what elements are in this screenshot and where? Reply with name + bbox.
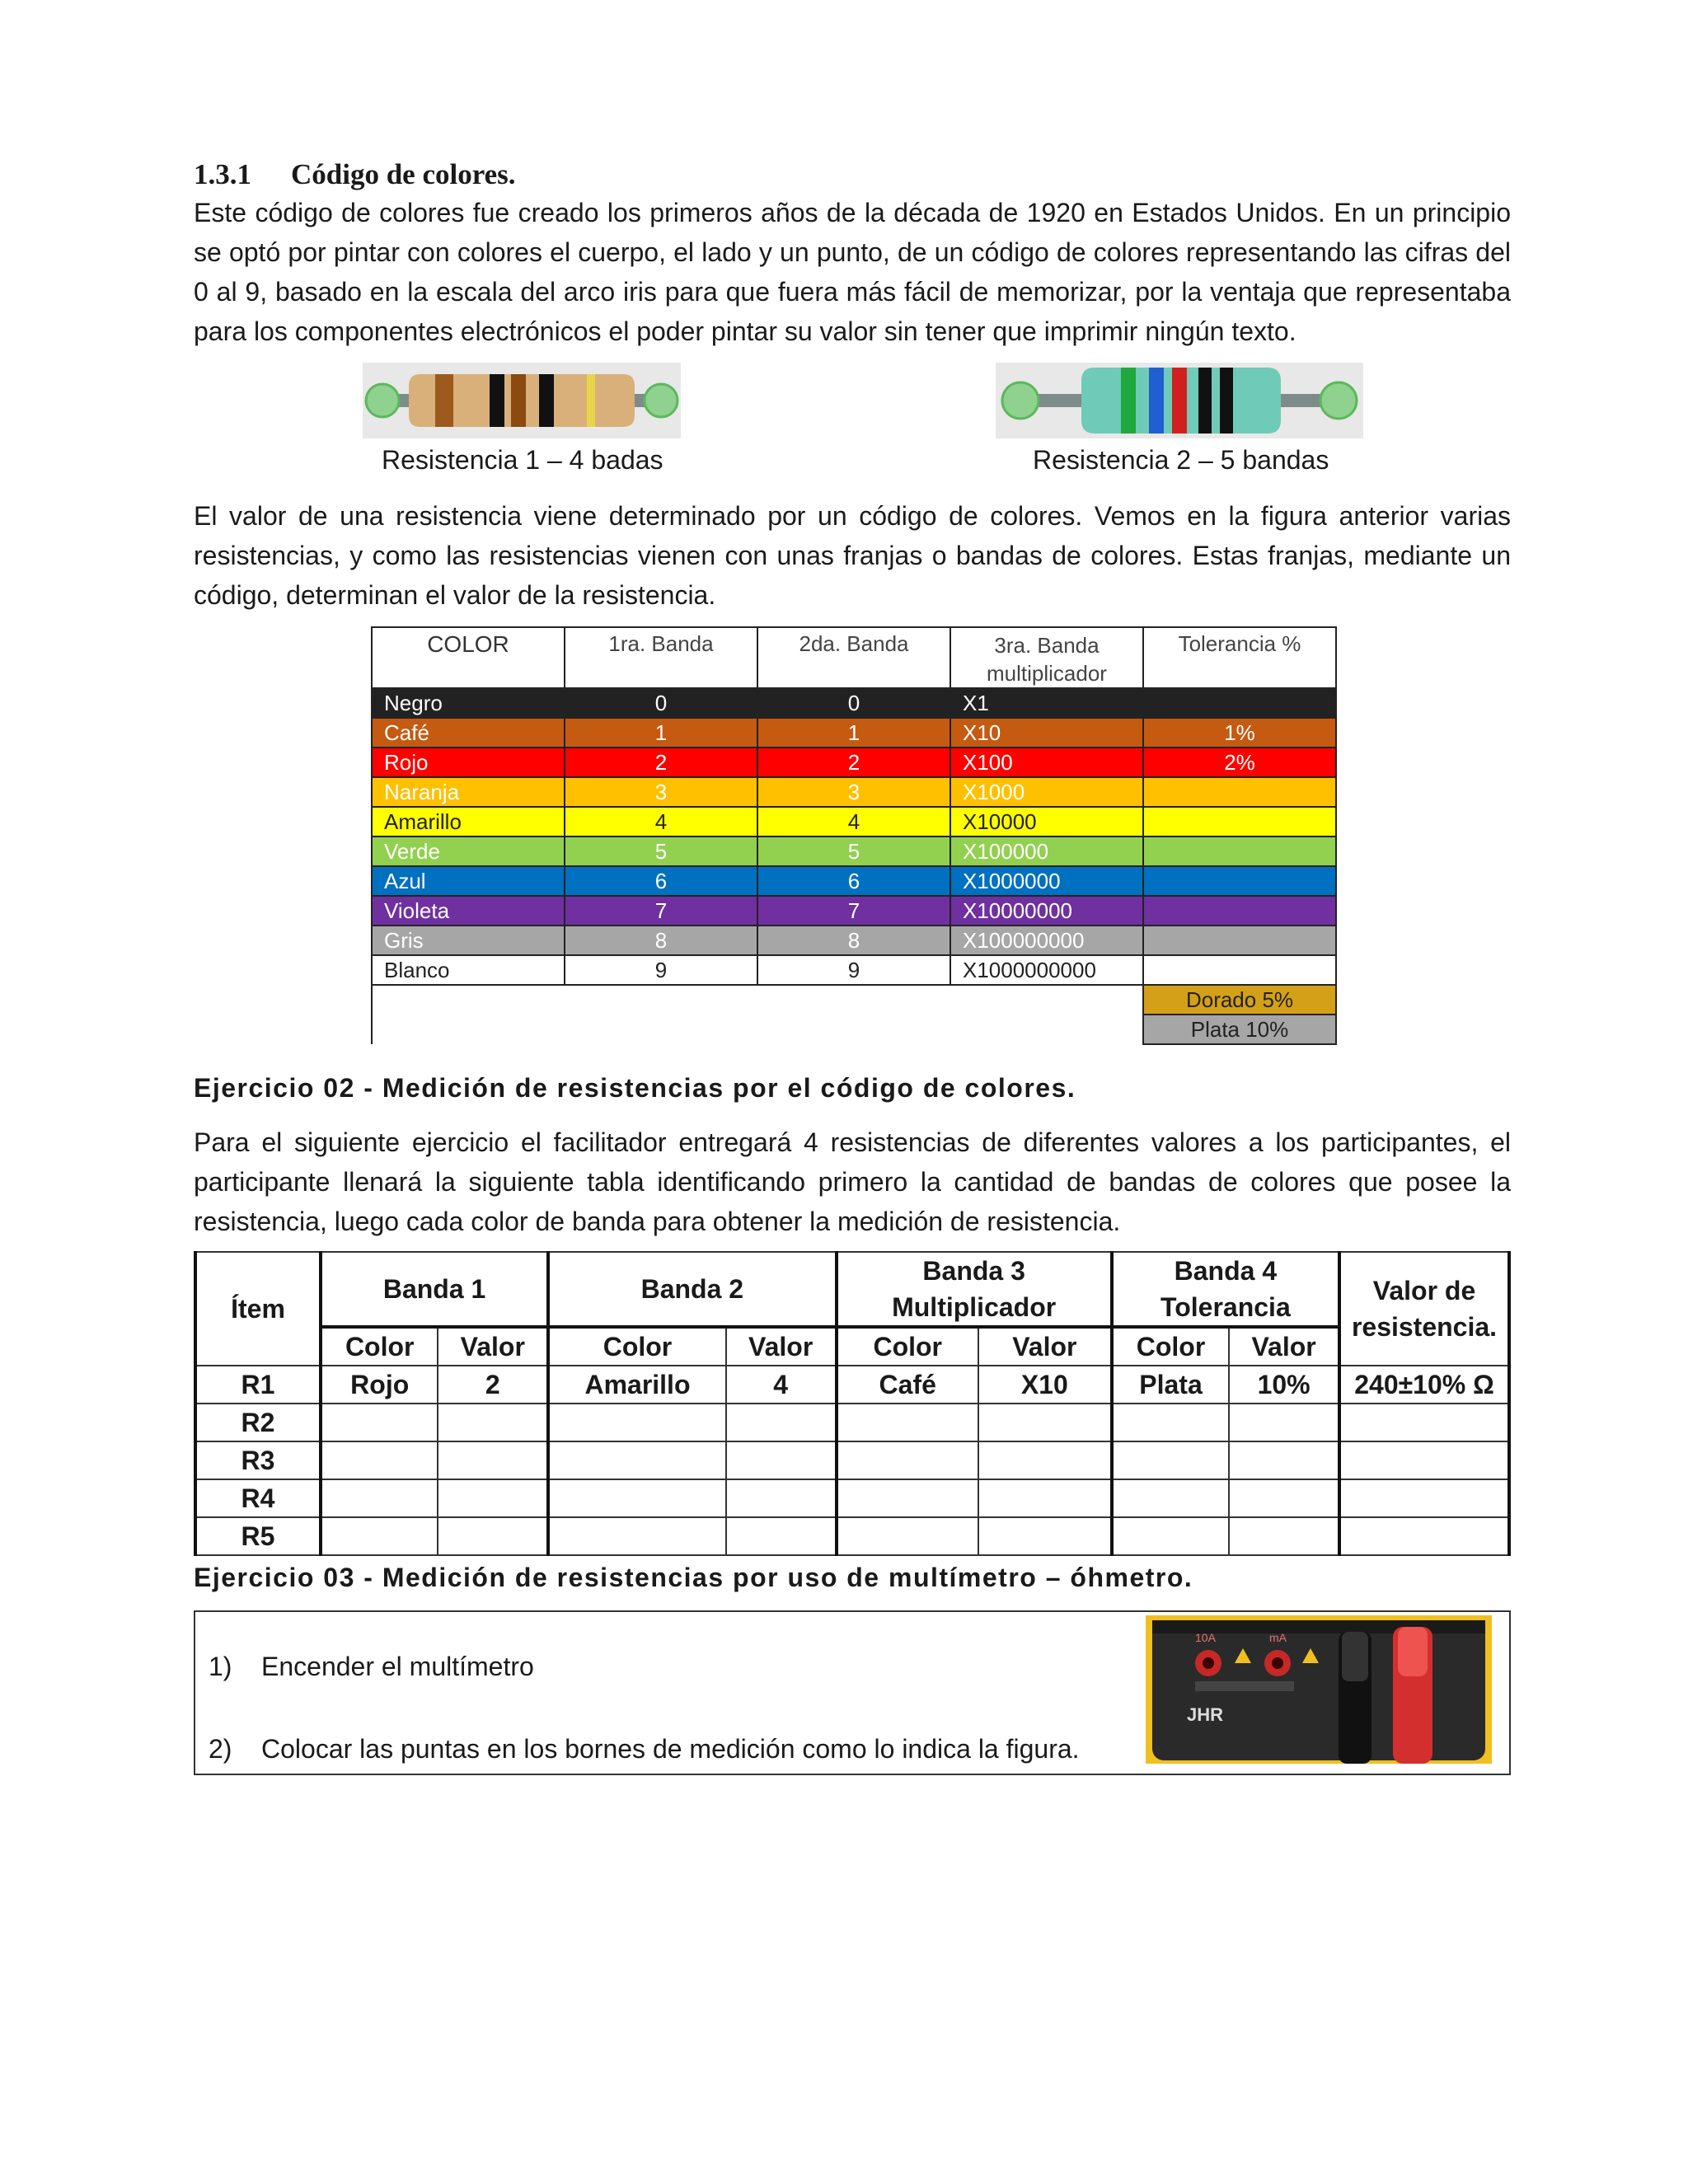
exercise-2-paragraph: Para el siguiente ejercicio el facilitador entregará 4 resistencias de diferentes valores a los participantes, el participante llenará la siguiente tabla identificando primero la cantidad de bandas de colores que posee la resistencia, luego cada color de banda para obtener la medición de resistencia.	[194, 1127, 1511, 1236]
color-cell-name: Violeta	[372, 896, 565, 926]
resistor-figures	[194, 363, 1511, 486]
color-cell-b2: 1	[757, 718, 950, 748]
item-cell: R4	[195, 1479, 321, 1517]
result-cell: 240±10% Ω	[1339, 1366, 1509, 1404]
sub-header-value: Valor	[978, 1327, 1112, 1366]
band-value-cell[interactable]	[1229, 1404, 1339, 1441]
color-cell-name: Gris	[372, 926, 565, 955]
color-cell-tol	[1143, 955, 1336, 985]
milliamps-label: mA	[1269, 1631, 1287, 1644]
item-cell: R5	[195, 1517, 321, 1555]
resistor-2-caption: Resistencia 2 – 5 bandas	[1033, 445, 1329, 475]
multiplier-header: 3ra. Banda multiplicador	[950, 627, 1143, 688]
color-cell-mult: X10000000	[950, 896, 1143, 926]
color-cell-name: Café	[372, 718, 565, 748]
intro-paragraph: Este código de colores fue creado los primeros años de la década de 1920 en Estados Unidos. En un principio se optó por pintar con colores el cuerpo, el lado y un punto, de un código de colores representando las cifras del 0 al 9, basado en la escala del arco iris para que fuera más fácil de memorizar, por la ventaja que representaba para los componentes electrónicos el poder pintar su valor sin tener que imprimir ningún texto.	[194, 198, 1511, 346]
color-cell-b2: 6	[757, 866, 950, 896]
color-cell-name: Amarillo	[372, 807, 565, 837]
color-cell-b1: 5	[565, 837, 757, 866]
band-color-cell[interactable]	[837, 1479, 978, 1517]
exercise-3-steps-box	[194, 1610, 1511, 1775]
resistor-4-band-image	[363, 363, 681, 438]
band-1-header: Banda 1	[321, 1252, 548, 1327]
color-cell-mult: X1000000000	[950, 955, 1143, 985]
step-1-number: 1)	[209, 1652, 232, 1681]
color-cell-name: Naranja	[372, 777, 565, 807]
band-color-cell[interactable]	[1112, 1517, 1229, 1555]
color-cell-b2: 5	[757, 837, 950, 866]
color-cell-mult: X10000	[950, 807, 1143, 837]
color-row	[372, 955, 1336, 985]
band-value-cell[interactable]	[438, 1404, 548, 1441]
color-cell-name: Azul	[372, 866, 565, 896]
item-cell: R3	[195, 1441, 321, 1479]
color-cell-mult: X100	[950, 748, 1143, 777]
extra-tolerance-cell: Plata 10%	[1143, 1015, 1336, 1044]
color-cell-name: Rojo	[372, 748, 565, 777]
brand-label: JHR	[1187, 1704, 1224, 1725]
color-row	[372, 926, 1336, 955]
color-cell-b1: 1	[565, 718, 757, 748]
extra-tolerance-cell: Dorado 5%	[1143, 985, 1336, 1015]
band-value-cell[interactable]	[1229, 1441, 1339, 1479]
value-paragraph: El valor de una resistencia viene determinado por un código de colores. Vemos en la figura anterior varias resistencias, y como las resistencias vienen con unas franjas o bandas de colores. Estas franjas, mediante un código, determinan el valor de la resistencia.	[194, 501, 1511, 610]
color-cell-mult: X100000000	[950, 926, 1143, 955]
item-header: Ítem	[195, 1252, 321, 1366]
band-color-cell[interactable]	[837, 1517, 978, 1555]
color-cell-mult: X1000	[950, 777, 1143, 807]
band-value-cell[interactable]	[726, 1517, 837, 1555]
band-color-cell[interactable]	[321, 1479, 438, 1517]
color-cell-b2: 3	[757, 777, 950, 807]
sub-header-color: Color	[321, 1327, 438, 1366]
band-value-cell[interactable]	[438, 1517, 548, 1555]
color-cell-tol	[1143, 837, 1336, 866]
band-value-cell[interactable]	[1229, 1479, 1339, 1517]
value-header: Valor de resistencia.	[1339, 1252, 1509, 1366]
band-value-cell[interactable]	[726, 1479, 837, 1517]
color-row	[372, 777, 1336, 807]
band-color-cell[interactable]	[1112, 1479, 1229, 1517]
section-title: Código de colores.	[291, 158, 516, 190]
color-cell-tol	[1143, 777, 1336, 807]
resistor-band	[435, 374, 453, 427]
resistor-band	[1149, 368, 1164, 434]
band-value-cell[interactable]	[438, 1479, 548, 1517]
color-cell-b1: 3	[565, 777, 757, 807]
band-value-cell: 2	[438, 1366, 548, 1404]
color-cell-tol: 2%	[1143, 748, 1336, 777]
amps-label: 10A	[1195, 1631, 1216, 1644]
section-heading	[194, 157, 1511, 193]
step-2	[209, 1732, 1080, 1765]
band-value-cell: X10	[978, 1366, 1112, 1404]
color-row	[372, 837, 1336, 866]
band-value-cell: 4	[726, 1366, 837, 1404]
color-cell-b2: 7	[757, 896, 950, 926]
color-cell-tol	[1143, 807, 1336, 837]
band-color-cell[interactable]	[548, 1404, 726, 1441]
table-row	[195, 1366, 1509, 1404]
color-cell-name: Negro	[372, 688, 565, 718]
table-row	[195, 1479, 1509, 1517]
sub-header-value: Valor	[1229, 1327, 1339, 1366]
band-color-cell[interactable]	[1112, 1404, 1229, 1441]
band-value-cell[interactable]	[1229, 1517, 1339, 1555]
band-color-cell[interactable]	[1112, 1441, 1229, 1479]
color-cell-b1: 8	[565, 926, 757, 955]
color-cell-b1: 2	[565, 748, 757, 777]
resistor-band	[1198, 368, 1212, 434]
exercise-2-title: Ejercicio 02 - Medición de resistencias por el código de colores.	[194, 1073, 1076, 1103]
band-value-cell[interactable]	[726, 1404, 837, 1441]
resistor-band	[539, 374, 554, 427]
result-cell[interactable]	[1339, 1517, 1509, 1555]
document-page	[194, 157, 1511, 1775]
color-cell-tol: 1%	[1143, 718, 1336, 748]
band-color-cell[interactable]	[321, 1441, 438, 1479]
color-cell-b2: 8	[757, 926, 950, 955]
band-value-cell[interactable]	[978, 1441, 1112, 1479]
band-2-header: Banda 2	[548, 1252, 836, 1327]
band-value-cell[interactable]	[978, 1404, 1112, 1441]
result-cell[interactable]	[1339, 1404, 1509, 1441]
exercise-3-title: Ejercicio 03 - Medición de resistencias por uso de multímetro – óhmetro.	[194, 1563, 1193, 1592]
band-value-cell[interactable]	[726, 1441, 837, 1479]
color-cell-b1: 4	[565, 807, 757, 837]
color-cell-mult: X1	[950, 688, 1143, 718]
color-row	[372, 866, 1336, 896]
result-cell[interactable]	[1339, 1479, 1509, 1517]
result-cell[interactable]	[1339, 1441, 1509, 1479]
color-cell-tol	[1143, 688, 1336, 718]
color-cell-b1: 9	[565, 955, 757, 985]
band-color-cell[interactable]	[321, 1404, 438, 1441]
extra-tolerance-row	[372, 985, 1336, 1015]
color-cell-name: Blanco	[372, 955, 565, 985]
color-cell-b2: 0	[757, 688, 950, 718]
color-cell-tol	[1143, 896, 1336, 926]
resistor-5-band-image	[996, 363, 1363, 438]
sub-header-color: Color	[837, 1327, 978, 1366]
band-color-cell: Plata	[1112, 1366, 1229, 1404]
band-color-cell[interactable]	[548, 1517, 726, 1555]
color-code-table	[371, 626, 1337, 1045]
band-color-cell[interactable]	[321, 1517, 438, 1555]
band1-header: 1ra. Banda	[565, 627, 757, 688]
item-cell: R2	[195, 1404, 321, 1441]
color-row	[372, 896, 1336, 926]
band-3-header: Banda 3 Multiplicador	[837, 1252, 1112, 1327]
resistor-band	[1121, 368, 1136, 434]
sub-header-color: Color	[548, 1327, 726, 1366]
color-cell-b1: 7	[565, 896, 757, 926]
sub-header-value: Valor	[726, 1327, 837, 1366]
resistor-band	[1172, 368, 1187, 434]
color-cell-mult: X10	[950, 718, 1143, 748]
band-value-cell[interactable]	[978, 1479, 1112, 1517]
band-color-cell[interactable]	[837, 1441, 978, 1479]
band-color-cell[interactable]	[837, 1404, 978, 1441]
section-number: 1.3.1	[194, 158, 251, 190]
color-cell-b2: 2	[757, 748, 950, 777]
band-color-cell[interactable]	[548, 1479, 726, 1517]
empty-cell	[372, 985, 1143, 1044]
color-row	[372, 748, 1336, 777]
color-cell-b2: 9	[757, 955, 950, 985]
sub-header-color: Color	[1112, 1327, 1229, 1366]
band-color-cell: Rojo	[321, 1366, 438, 1404]
color-cell-mult: X1000000	[950, 866, 1143, 896]
color-row	[372, 688, 1336, 718]
band-4-header: Banda 4 Tolerancia	[1112, 1252, 1339, 1327]
step-1-text: Encender el multímetro	[261, 1652, 534, 1681]
sub-header-value: Valor	[438, 1327, 548, 1366]
item-cell: R1	[195, 1366, 321, 1404]
exercise-2-table	[194, 1251, 1511, 1556]
tolerance-header: Tolerancia %	[1143, 627, 1336, 688]
resistor-band	[511, 374, 526, 427]
color-cell-mult: X100000	[950, 837, 1143, 866]
table-row	[195, 1404, 1509, 1441]
table-row	[195, 1517, 1509, 1555]
color-cell-tol	[1143, 926, 1336, 955]
band-color-cell[interactable]	[548, 1441, 726, 1479]
resistor-band	[1220, 368, 1233, 434]
color-header: COLOR	[372, 627, 565, 688]
step-2-text: Colocar las puntas en los bornes de medición como lo indica la figura.	[261, 1734, 1080, 1764]
color-row	[372, 718, 1336, 748]
band-color-cell: Amarillo	[548, 1366, 726, 1404]
color-cell-name: Verde	[372, 837, 565, 866]
color-cell-b1: 6	[565, 866, 757, 896]
resistor-band	[490, 374, 504, 427]
band-value-cell[interactable]	[438, 1441, 548, 1479]
table-row	[195, 1441, 1509, 1479]
band-value-cell: 10%	[1229, 1366, 1339, 1404]
color-cell-tol	[1143, 866, 1336, 896]
color-cell-b2: 4	[757, 807, 950, 837]
step-2-number: 2)	[209, 1734, 232, 1764]
resistor-1-caption: Resistencia 1 – 4 badas	[382, 445, 663, 475]
color-row	[372, 807, 1336, 837]
color-cell-b1: 0	[565, 688, 757, 718]
band-color-cell: Café	[837, 1366, 978, 1404]
multimeter-image	[1146, 1615, 1492, 1764]
band-value-cell[interactable]	[978, 1517, 1112, 1555]
band2-header: 2da. Banda	[757, 627, 950, 688]
resistor-band	[587, 374, 595, 427]
step-1	[209, 1650, 534, 1683]
